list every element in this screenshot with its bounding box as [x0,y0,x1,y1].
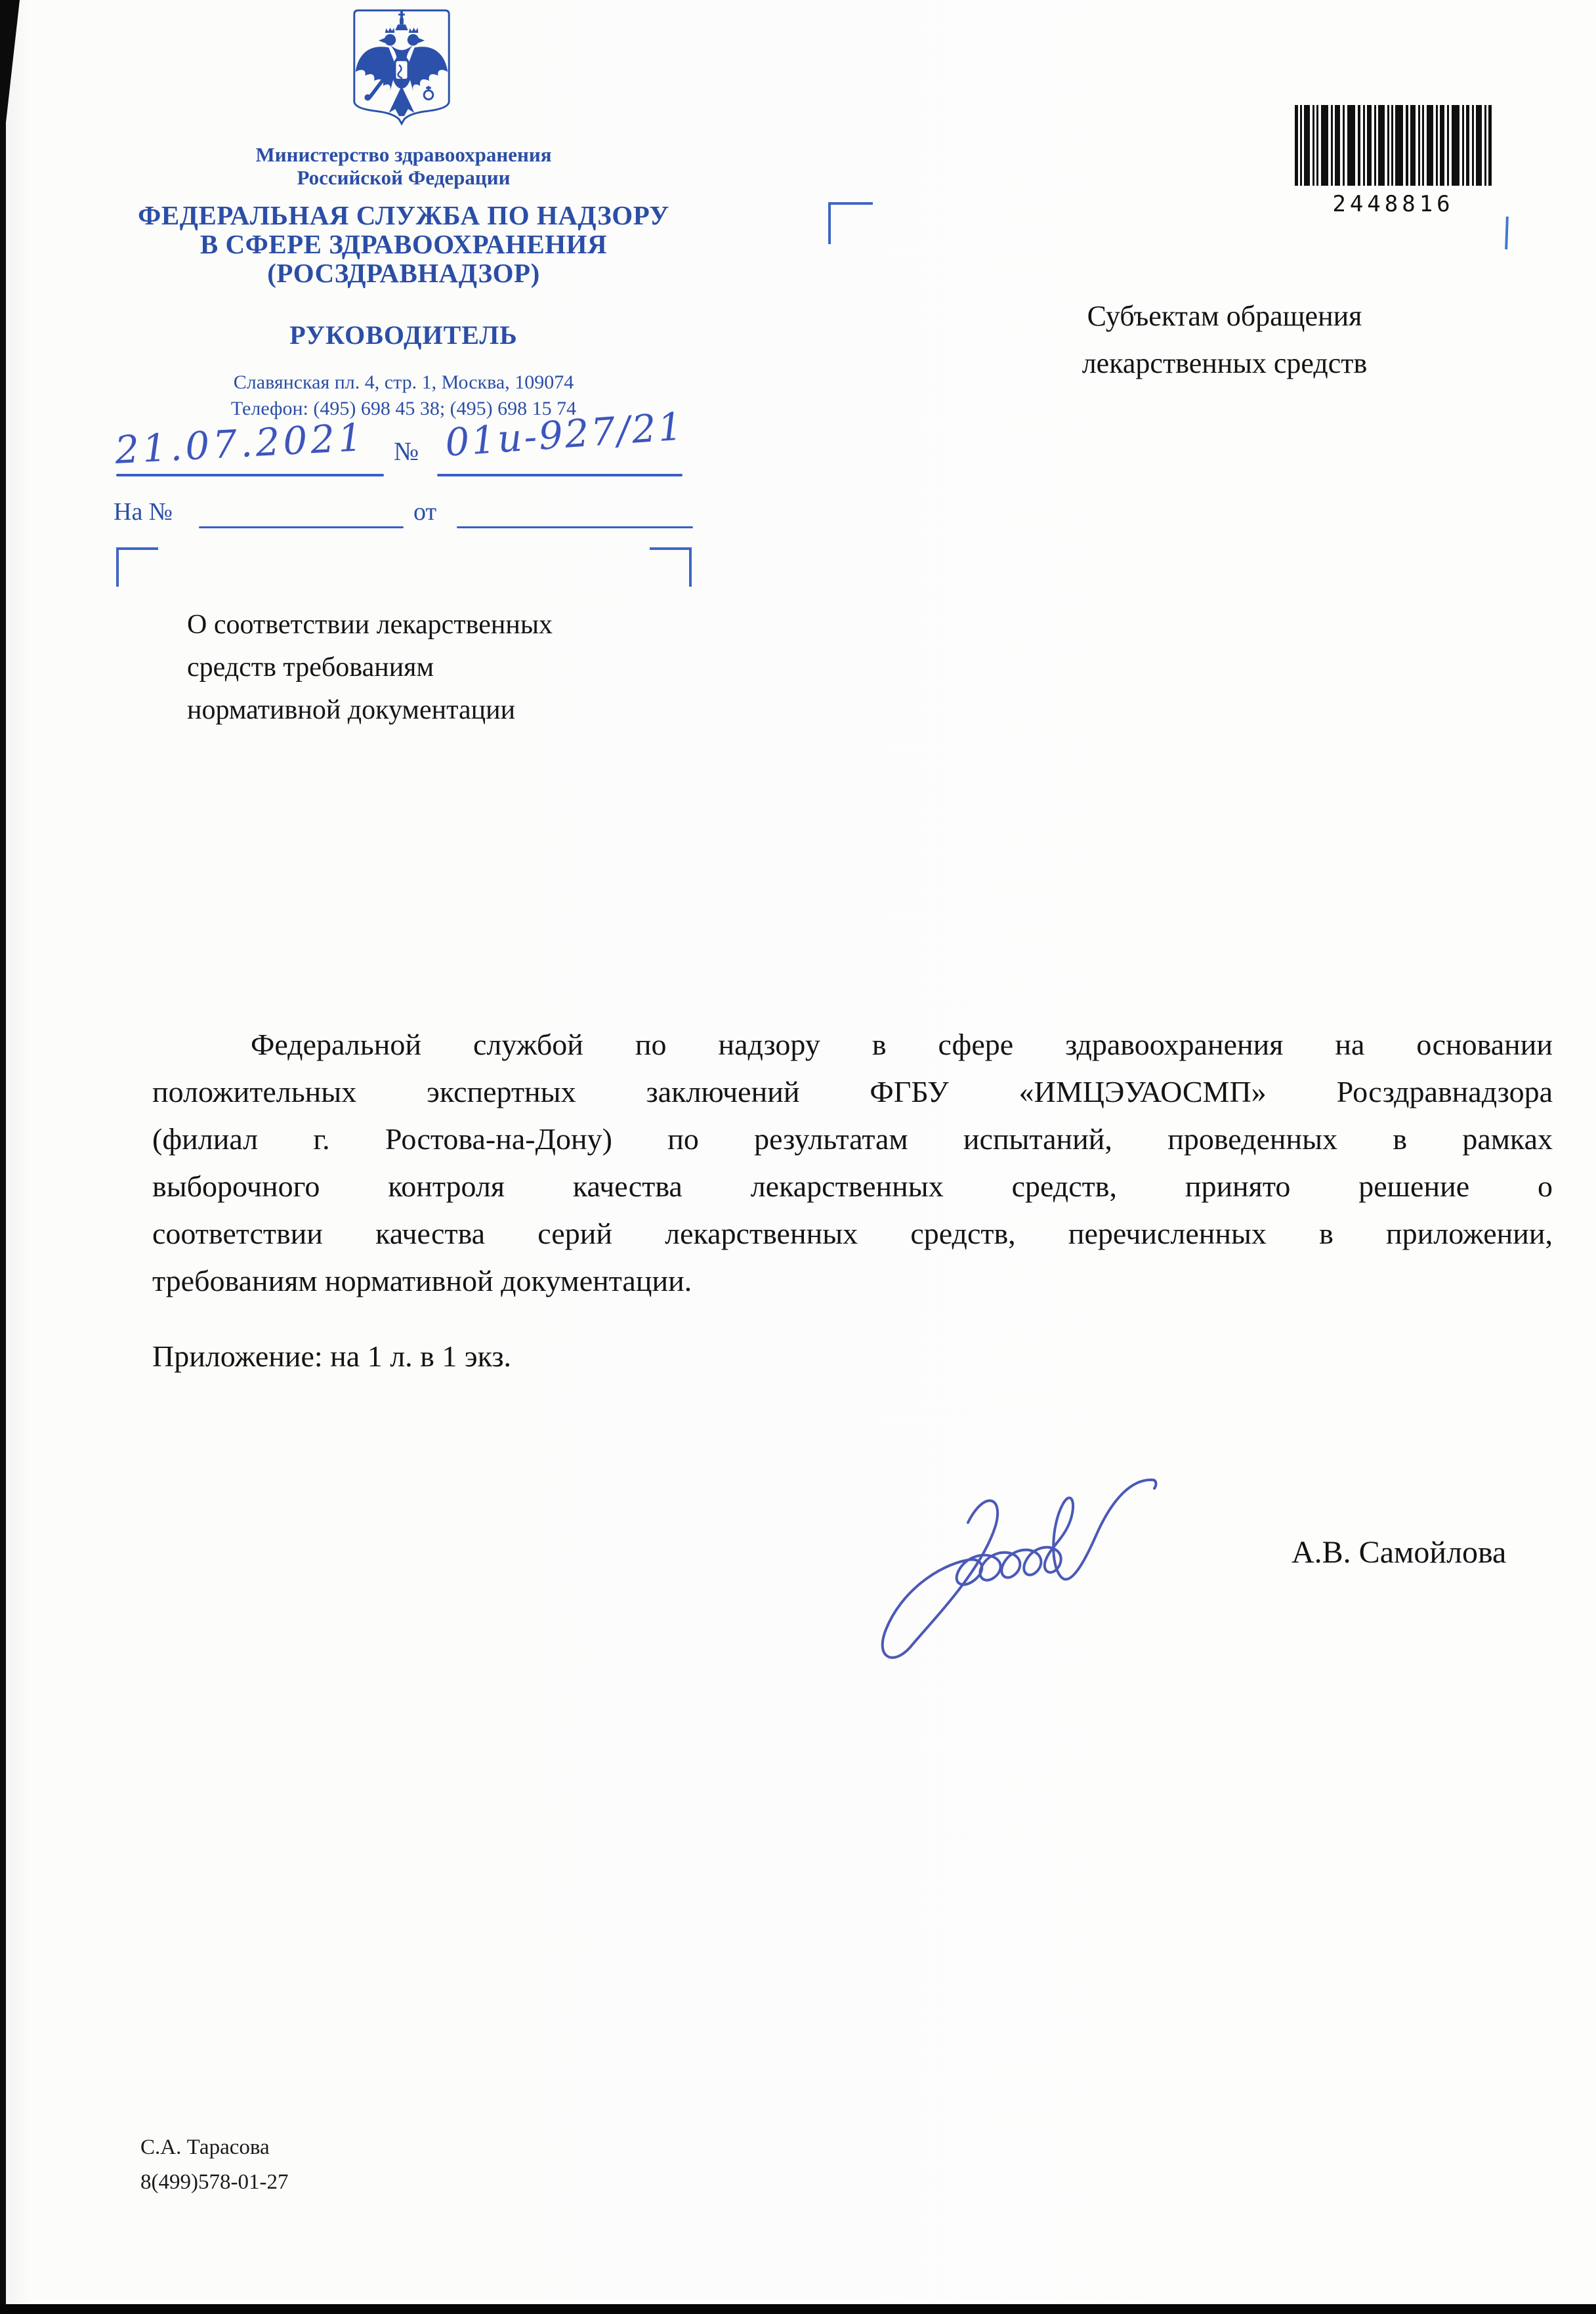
addressee-line1: Субъектам обращения [1087,300,1362,332]
number-sign: № [394,436,419,466]
scan-edge-bottom [0,2304,1596,2314]
body-line: Федеральной службой по надзору в сфере здравоохранения на основании [251,1028,1553,1061]
service-name-line2: В СФЕРЕ ЗДРАВООХРАНЕНИЯ [200,229,608,259]
reply-number-blank-line [199,526,404,528]
signer-name: А.В. Самойлова [1292,1535,1507,1570]
ministry-name-line1: Министерство здравоохранения [255,143,552,166]
letterhead-address: Славянская пл. 4, стр. 1, Москва, 109074 [233,371,574,393]
subject-line3: нормативной документации [187,695,516,725]
attachment-note: Приложение: на 1 л. в 1 экз. [152,1339,512,1373]
date-underline [116,474,384,476]
reply-date-blank-line [457,526,693,528]
scan-edge-left [0,0,6,2314]
registration-tick-mark [1505,217,1509,249]
ministry-name [108,143,699,189]
subject-line1: О соответствии лекарственных [187,610,553,640]
subject-corner-mark-left [116,547,158,587]
addressee-corner-mark [828,202,873,244]
handwritten-date: 21.07.2021 [114,415,367,473]
service-name-line1: ФЕДЕРАЛЬНАЯ СЛУЖБА ПО НАДЗОРУ [138,200,669,230]
position-title: РУКОВОДИТЕЛЬ [289,320,518,350]
reply-from-label: от [413,498,437,526]
scan-edge-left-top [0,0,20,131]
signature-ink [870,1460,1250,1680]
barcode-number: 2448816 [1332,191,1454,217]
document-barcode [1295,105,1492,217]
reply-to-number-label: На № [114,498,173,526]
body-line: требованиям нормативной документации. [152,1264,692,1297]
executor-phone: 8(499)578-01-27 [140,2170,289,2194]
body-line: (филиал г. Ростова-на-Дону) по результатам испытаний, проведенных в рамках [152,1122,1553,1156]
addressee [1017,293,1432,387]
executor-name: С.А. Тарасова [140,2135,270,2159]
ministry-name-line2: Российской Федерации [297,166,511,189]
executor-block [140,2130,288,2200]
coat-of-arms-icon [350,7,453,138]
subject-corner-mark-right [650,547,692,587]
addressee-line2: лекарственных средств [1082,347,1368,379]
letter-subject [187,604,553,732]
body-line: выборочного контроля качества лекарственных средств, принято решение о [152,1169,1553,1203]
body-line: положительных экспертных заключений ФГБУ «ИМЦЭУАОСМП» Росздравнадзора [152,1075,1553,1108]
barcode-bars [1295,105,1492,186]
subject-line2: средств требованиям [187,652,434,683]
body-line: соответствии качества серий лекарственных средств, перечисленных в приложении, [152,1217,1553,1250]
letterhead-phone: Телефон: (495) 698 45 38; (495) 698 15 74 [230,398,577,419]
handwritten-outgoing-number: 01и-927/21 [444,404,686,465]
letter-body [152,1021,1553,1305]
number-underline [437,474,682,476]
service-name [108,201,699,287]
service-name-line3: (РОСЗДРАВНАДЗОР) [267,258,540,288]
